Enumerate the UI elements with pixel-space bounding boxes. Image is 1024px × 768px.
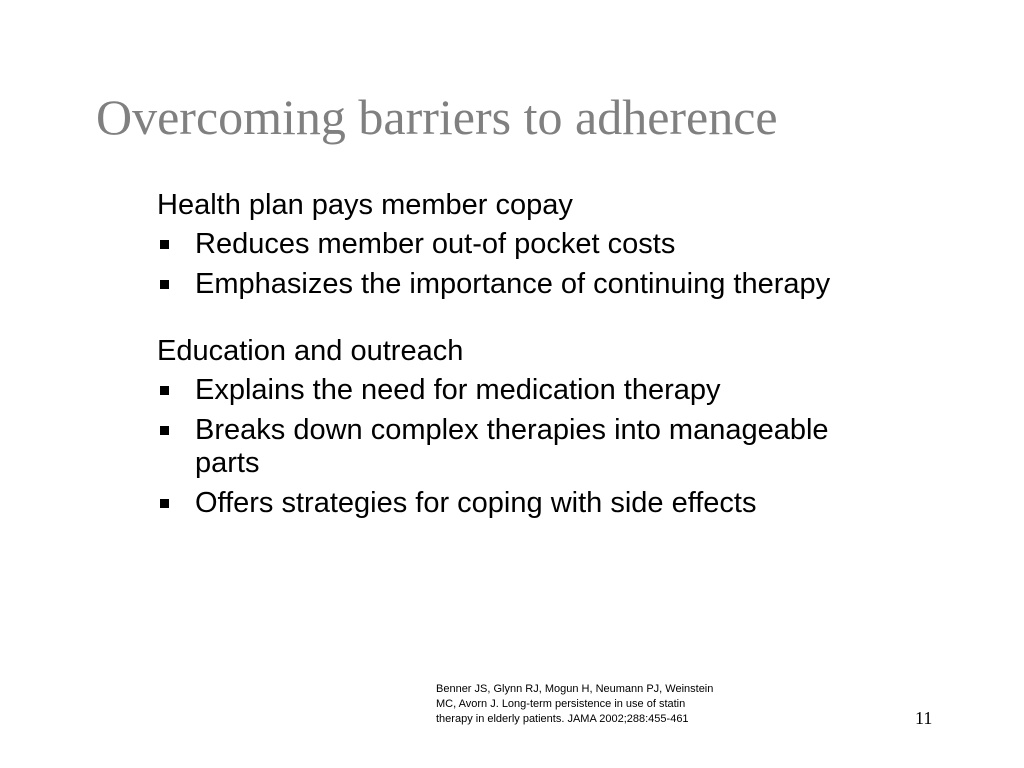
square-bullet-icon [160, 280, 169, 289]
section-heading: Health plan pays member copay [157, 189, 573, 221]
slide-title: Overcoming barriers to adherence [96, 89, 778, 145]
square-bullet-icon [160, 499, 169, 508]
section-copay [157, 189, 857, 301]
citation-line: Benner JS, Glynn RJ, Mogun H, Neumann PJ, Weinstein [436, 683, 714, 695]
citation [436, 682, 776, 727]
square-bullet-icon [160, 426, 169, 435]
bullet-item [157, 374, 857, 407]
bullet-text: Reduces member out-of pocket costs [195, 228, 676, 260]
bullet-item [157, 414, 857, 480]
citation-line: therapy in elderly patients. JAMA 2002;288:455-461 [436, 713, 689, 725]
bullet-text: Breaks down complex therapies into manageable parts [195, 414, 829, 479]
citation-line: MC, Avorn J. Long-term persistence in use of statin [436, 698, 686, 710]
square-bullet-icon [160, 240, 169, 249]
bullet-item [157, 487, 857, 520]
bullet-text: Offers strategies for coping with side effects [195, 487, 757, 519]
section-education [157, 335, 857, 520]
square-bullet-icon [160, 386, 169, 395]
bullet-item [157, 228, 857, 261]
bullet-text: Emphasizes the importance of continuing therapy [195, 268, 831, 300]
bullet-list [157, 374, 857, 520]
bullet-text: Explains the need for medication therapy [195, 374, 721, 406]
slide-body [157, 189, 857, 527]
bullet-list [157, 228, 857, 301]
bullet-item [157, 268, 857, 301]
page-number: 11 [915, 708, 933, 728]
section-heading: Education and outreach [157, 335, 464, 367]
